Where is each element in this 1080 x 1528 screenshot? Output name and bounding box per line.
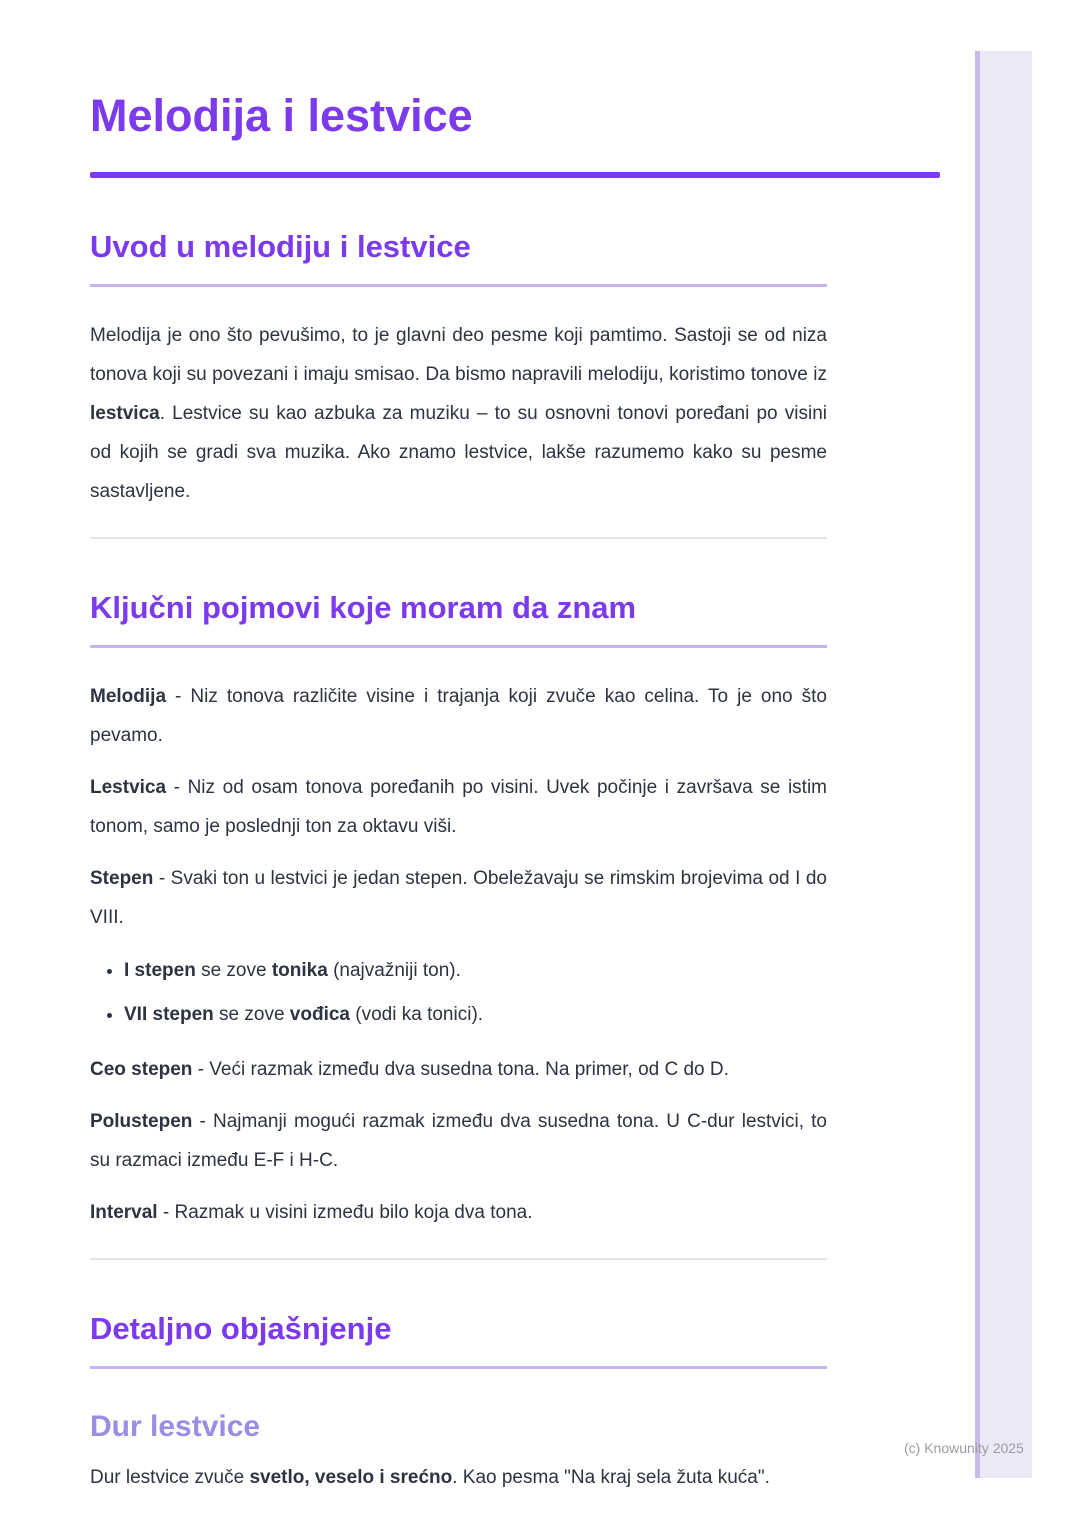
section-rule-intro [90,284,827,287]
section-divider-1 [90,537,827,539]
list-item-vodjica-name: vođica [289,1004,350,1026]
term-ceo-stepen [90,1050,827,1089]
list-item-tonika-text: se zove [195,960,272,982]
list-item-vodjica-degree: VII stepen [124,1004,214,1026]
page-title: Melodija i lestvice [90,90,473,141]
document-content [90,0,827,1497]
dur-lestvice-text: Dur lestvice zvuče [90,1467,250,1489]
term-ceo-stepen-label: Ceo stepen [90,1059,193,1081]
section-detailed [90,1310,827,1497]
term-lestvica-label: Lestvica [90,777,167,799]
term-stepen-definition: - Svaki ton u lestvici je jedan stepen. Obeležavaju se rimskim brojevima od I do VIII. [90,868,827,929]
term-melodija-definition: - Niz tonova različite visine i trajanja koji zvuče kao celina. To je ono što pevamo. [90,686,827,747]
section-heading-detailed: Detaljno objašnjenje [90,1311,392,1347]
list-item-tonika [124,951,827,990]
stepen-bullet-list [90,951,827,1034]
page-edge-strip [975,51,1032,1478]
section-key-terms [90,589,827,1232]
section-rule-key-terms [90,645,827,648]
section-rule-detailed [90,1366,827,1369]
section-intro [90,228,827,511]
list-item-vodjica-note: (vodi ka tonici). [350,1004,484,1026]
intro-paragraph-text-2: . Lestvice su kao azbuka za muziku – to su osnovni tonovi poređani po visini od kojih se gradi sva muzika. Ako znamo lestvice, lakše razumemo kako su pesme sastavljene. [90,402,827,502]
title-rule [90,172,940,178]
copyright-watermark: (c) Knowunity 2025 [904,1440,1024,1456]
term-ceo-stepen-definition: - Veći razmak između dva susedna tona. Na primer, od C do D. [192,1059,729,1081]
list-item-tonika-note: (najvažniji ton). [327,960,461,982]
term-polustepen-definition: - Najmanji mogući razmak između dva susedna tona. U C-dur lestvici, to su razmaci između E-F i H-C. [90,1111,827,1172]
list-item-vodjica [124,995,827,1034]
term-melodija [90,677,827,755]
dur-lestvice-text-2: . Kao pesma "Na kraj sela žuta kuća". [452,1467,770,1489]
term-lestvica-definition: - Niz od osam tonova poređanih po visini. Uvek počinje i završava se istim tonom, samo je poslednji ton za oktavu viši. [90,777,827,838]
section-divider-2 [90,1258,827,1260]
term-interval-label: Interval [90,1202,158,1224]
list-item-vodjica-text: se zove [213,1004,290,1026]
term-stepen-label: Stepen [90,868,154,890]
term-melodija-label: Melodija [90,686,167,708]
dur-lestvice-paragraph [90,1458,827,1497]
term-lestvica [90,768,827,846]
term-polustepen [90,1102,827,1180]
list-item-tonika-name: tonika [271,960,328,982]
intro-paragraph [90,316,827,511]
term-stepen [90,859,827,937]
term-polustepen-label: Polustepen [90,1111,193,1133]
intro-paragraph-text: Melodija je ono što pevušimo, to je glavni deo pesme koji pamtimo. Sastoji se od niza tonova koji su povezani i imaju smisao. Da bismo napravili melodiju, koristimo tonove iz [90,324,827,385]
dur-lestvice-bold: svetlo, veselo i srećno [249,1467,453,1489]
term-interval [90,1193,827,1232]
subsection-heading-dur-lestvice: Dur lestvice [90,1410,261,1444]
intro-paragraph-bold: lestvica [90,402,160,424]
term-interval-definition: - Razmak u visini između bilo koja dva tona. [157,1202,533,1224]
section-heading-intro: Uvod u melodiju i lestvice [90,228,471,264]
list-item-tonika-degree: I stepen [124,960,196,982]
section-heading-key-terms: Ključni pojmovi koje moram da znam [90,589,637,625]
